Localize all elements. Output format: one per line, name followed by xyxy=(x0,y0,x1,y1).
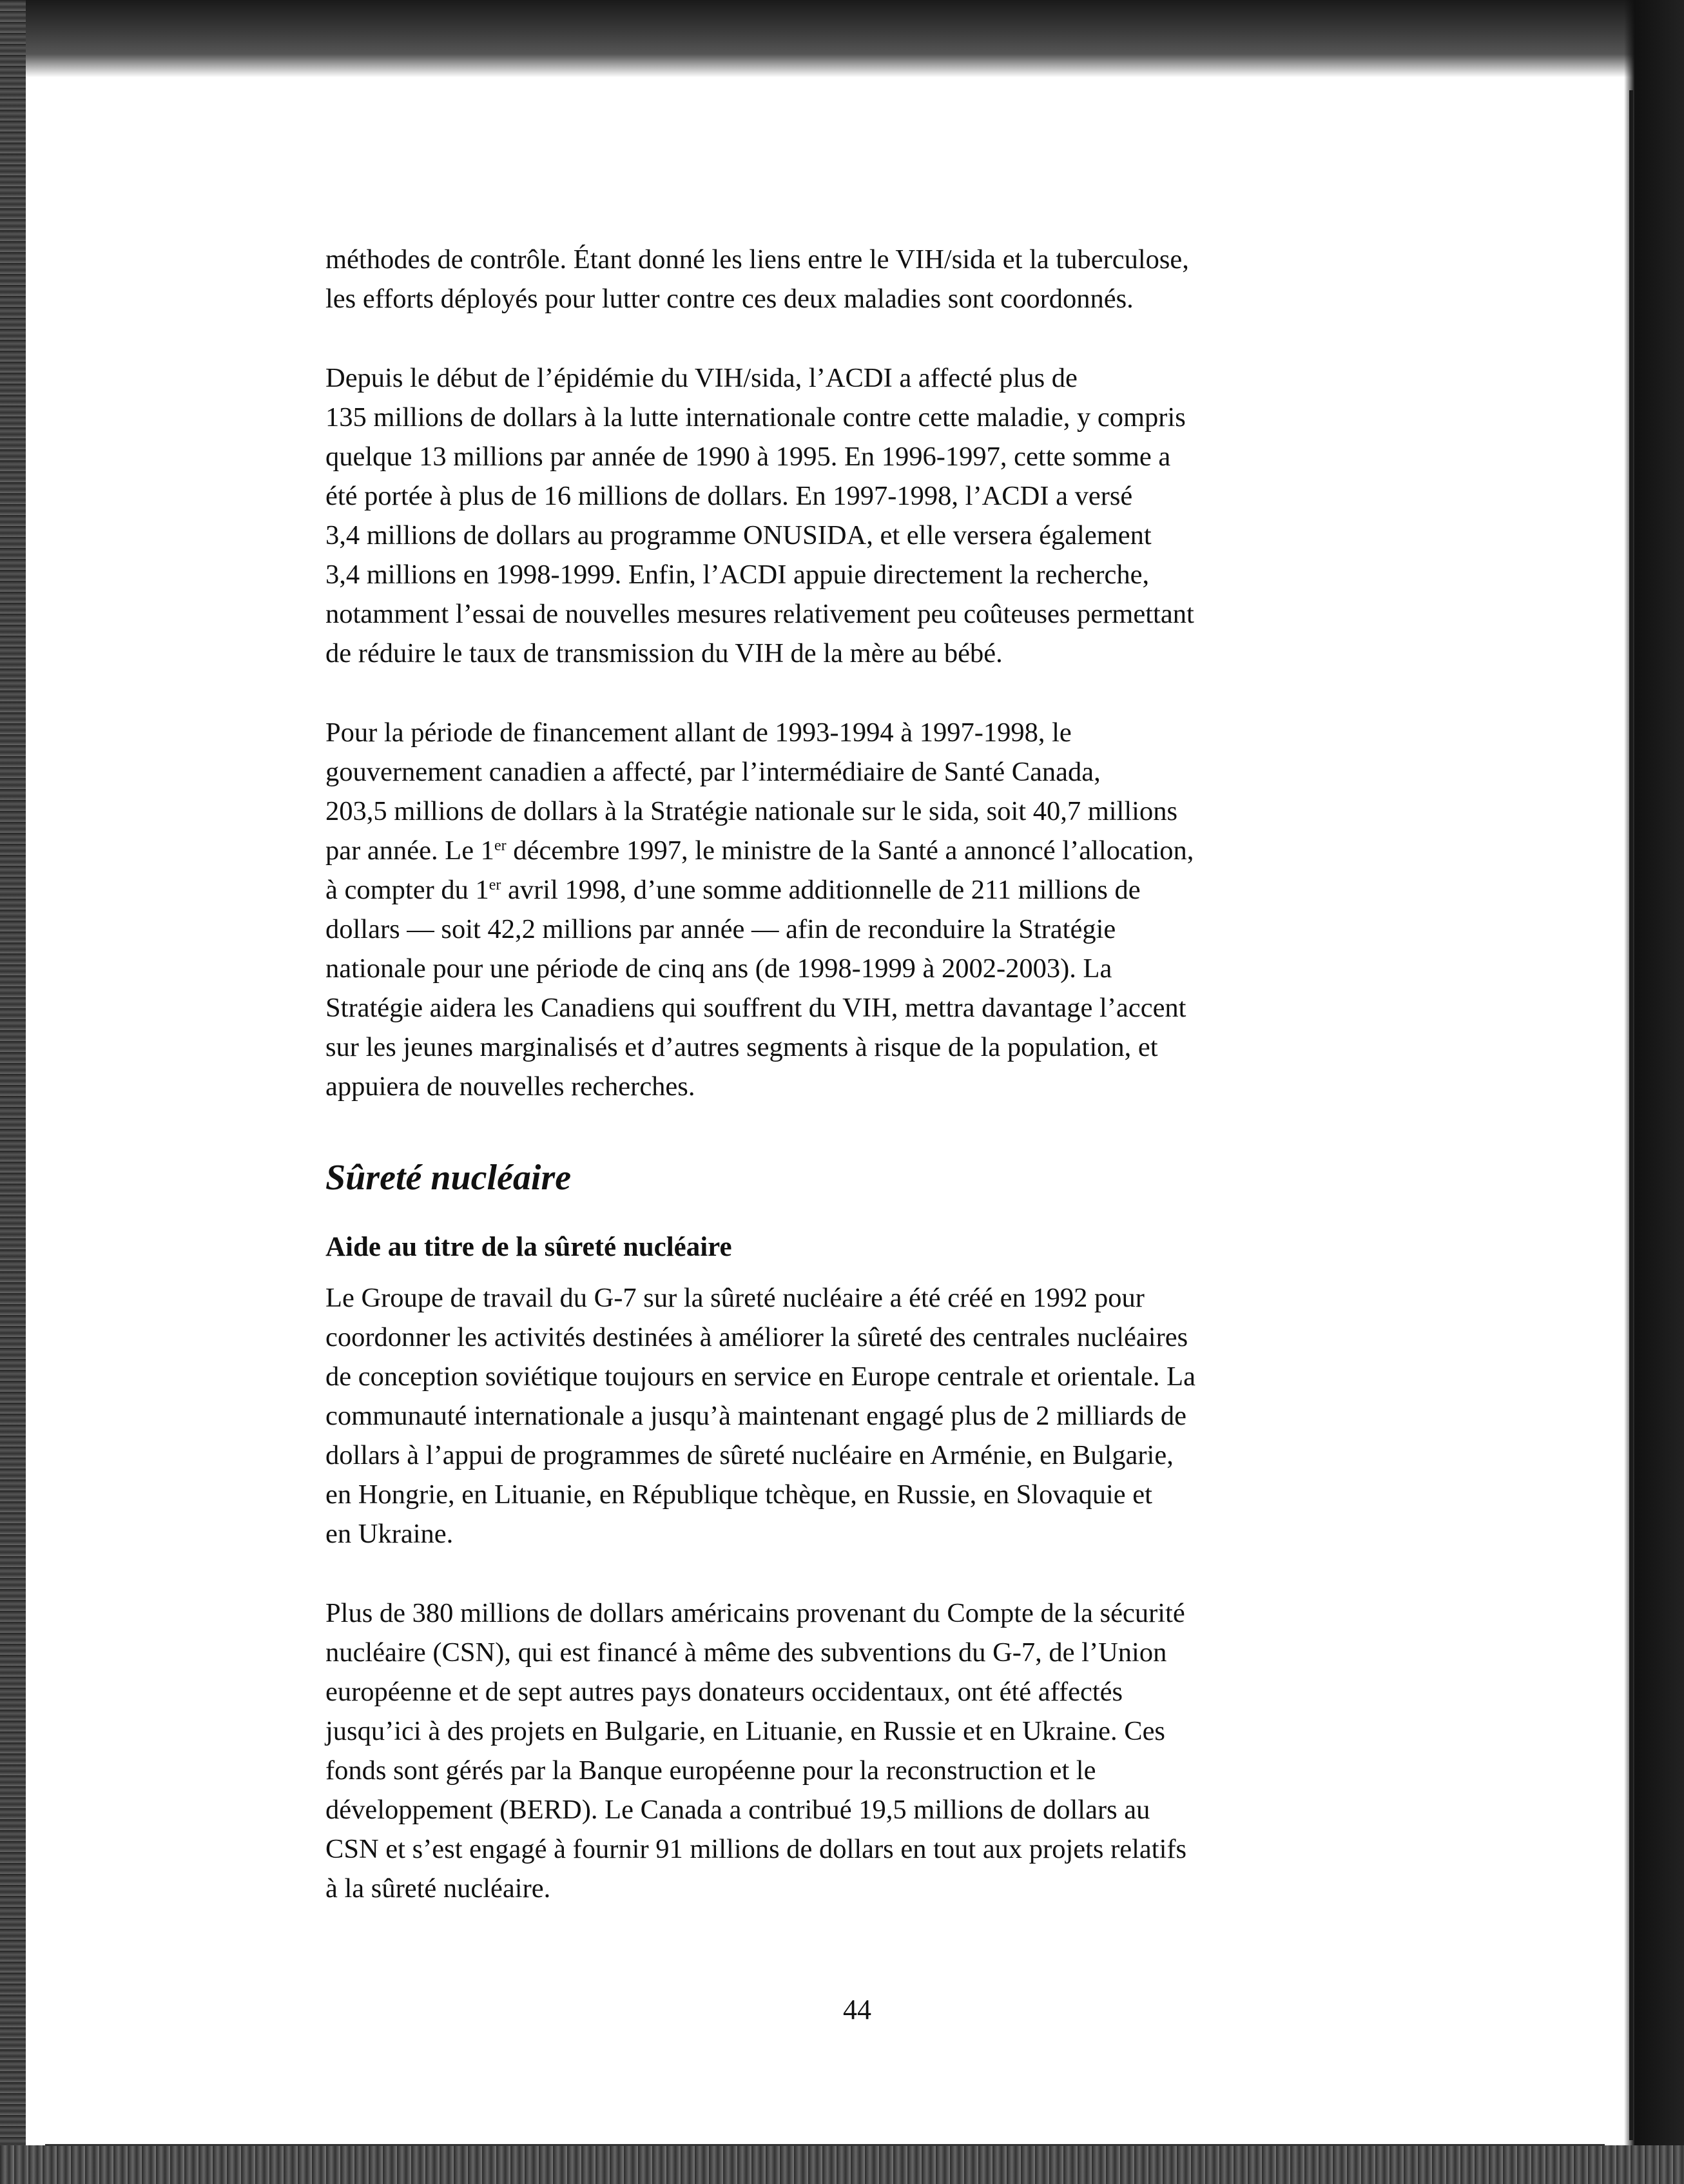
text-line: nationale pour une période de cinq ans (de 1998-1999 à 2002-2003). La xyxy=(325,953,1112,984)
scan-border-top xyxy=(0,0,1684,77)
text-line: dollars à l’appui de programmes de sûreté nucléaire en Arménie, en Bulgarie, xyxy=(325,1440,1174,1470)
bottom-rule xyxy=(45,2144,1605,2146)
superscript: er xyxy=(494,837,507,854)
text-line: gouvernement canadien a affecté, par l’intermédiaire de Santé Canada, xyxy=(325,757,1101,787)
paragraph-strategie-sida xyxy=(325,713,1434,1106)
text-line xyxy=(325,831,1434,870)
text-fragment: avril 1998, d’une somme additionnelle de 211 millions de xyxy=(501,875,1141,905)
text-line: Depuis le début de l’épidémie du VIH/sida, l’ACDI a affecté plus de xyxy=(325,363,1078,393)
text-line: 3,4 millions en 1998-1999. Enfin, l’ACDI appuie directement la recherche, xyxy=(325,560,1150,590)
text-line: dollars — soit 42,2 millions par année — afin de reconduire la Stratégie xyxy=(325,914,1116,944)
text-line: 203,5 millions de dollars à la Stratégie nationale sur le sida, soit 40,7 millions xyxy=(325,796,1178,826)
scan-border-left xyxy=(0,0,26,2184)
text-line: 135 millions de dollars à la lutte internationale contre cette maladie, y compris xyxy=(325,402,1186,433)
text-line xyxy=(325,870,1434,910)
text-line: Le Groupe de travail du G-7 sur la sûreté nucléaire a été créé en 1992 pour xyxy=(325,1283,1145,1313)
text-line: été portée à plus de 16 millions de dollars. En 1997-1998, l’ACDI a versé xyxy=(325,481,1133,511)
paragraph-acdi-funding xyxy=(325,358,1434,673)
text-line: appuiera de nouvelles recherches. xyxy=(325,1071,695,1102)
text-fragment: par année. Le 1 xyxy=(325,835,494,866)
paragraph-groupe-g7 xyxy=(325,1278,1434,1554)
paragraph-tuberculose xyxy=(325,240,1434,318)
text-line: en Hongrie, en Lituanie, en République tchèque, en Russie, en Slovaquie et xyxy=(325,1479,1152,1510)
text-line: Plus de 380 millions de dollars américains provenant du Compte de la sécurité xyxy=(325,1598,1185,1628)
text-line: coordonner les activités destinées à améliorer la sûreté des centrales nucléaires xyxy=(325,1322,1188,1352)
text-line: Pour la période de financement allant de 1993-1994 à 1997-1998, le xyxy=(325,717,1072,748)
text-fragment: décembre 1997, le ministre de la Santé a annoncé l’allocation, xyxy=(506,835,1194,866)
text-line: en Ukraine. xyxy=(325,1519,454,1549)
text-line: CSN et s’est engagé à fournir 91 millions de dollars en tout aux projets relatifs xyxy=(325,1834,1187,1864)
text-line: jusqu’ici à des projets en Bulgarie, en Lituanie, en Russie et en Ukraine. Ces xyxy=(325,1716,1165,1746)
text-line: fonds sont gérés par la Banque européenne pour la reconstruction et le xyxy=(325,1755,1096,1786)
scan-border-bottom xyxy=(0,2145,1684,2184)
text-line: sur les jeunes marginalisés et d’autres segments à risque de la population, et xyxy=(325,1032,1158,1062)
text-line: développement (BERD). Le Canada a contribué 19,5 millions de dollars au xyxy=(325,1795,1150,1825)
page-edge-rule xyxy=(1629,90,1633,2140)
page-number: 44 xyxy=(843,1994,871,2025)
text-line: les efforts déployés pour lutter contre ces deux maladies sont coordonnés. xyxy=(325,284,1134,314)
text-line: Stratégie aidera les Canadiens qui souffrent du VIH, mettra davantage l’accent xyxy=(325,993,1186,1023)
text-line: de conception soviétique toujours en service en Europe centrale et orientale. La xyxy=(325,1361,1195,1392)
text-line: nucléaire (CSN), qui est financé à même des subventions du G-7, de l’Union xyxy=(325,1637,1167,1668)
text-line: 3,4 millions de dollars au programme ONUSIDA, et elle versera également xyxy=(325,520,1152,551)
superscript: er xyxy=(489,877,501,893)
paragraph-csn xyxy=(325,1594,1434,1908)
text-line: communauté internationale a jusqu’à maintenant engagé plus de 2 milliards de xyxy=(325,1401,1186,1431)
text-line: de réduire le taux de transmission du VIH de la mère au bébé. xyxy=(325,638,1003,668)
text-line: européenne et de sept autres pays donateurs occidentaux, ont été affectés xyxy=(325,1677,1123,1707)
text-line: quelque 13 millions par année de 1990 à 1995. En 1996-1997, cette somme a xyxy=(325,442,1171,472)
subsection-title: Aide au titre de la sûreté nucléaire xyxy=(325,1232,732,1262)
text-line: notamment l’essai de nouvelles mesures relativement peu coûteuses permettant xyxy=(325,599,1194,629)
text-line: méthodes de contrôle. Étant donné les liens entre le VIH/sida et la tuberculose, xyxy=(325,244,1189,275)
section-title: Sûreté nucléaire xyxy=(325,1158,572,1198)
document-body xyxy=(325,240,1434,1908)
text-line: à la sûreté nucléaire. xyxy=(325,1873,551,1904)
text-fragment: à compter du 1 xyxy=(325,875,489,905)
